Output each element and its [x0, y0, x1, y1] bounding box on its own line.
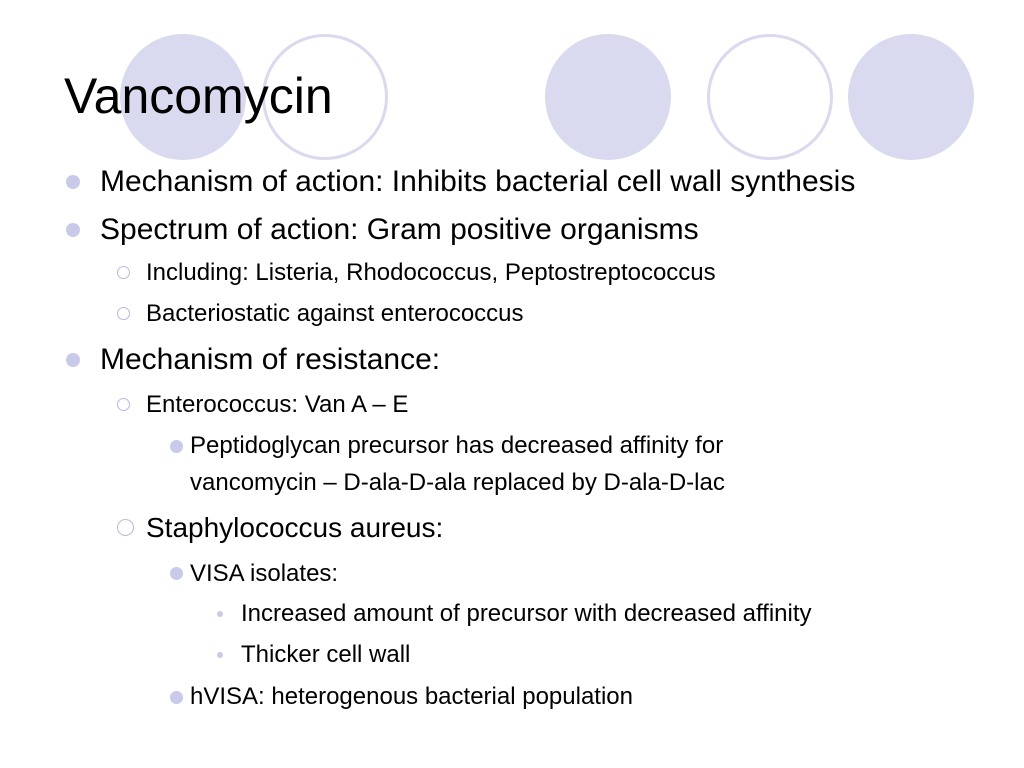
bullet-dot-icon	[217, 611, 223, 617]
bullet-text: hVISA: heterogenous bacterial population	[190, 683, 633, 710]
bullet-text: Mechanism of action: Inhibits bacterial cell wall synthesis	[100, 165, 856, 198]
bullet-text: Spectrum of action: Gram positive organisms	[100, 213, 699, 246]
bullet-text: Mechanism of resistance:	[100, 343, 441, 376]
bullet-text-continuation: vancomycin – D-ala-D-ala replaced by D-ala-D-lac	[190, 469, 725, 496]
bullet-dot-icon	[217, 652, 223, 658]
bullet-text: VISA isolates:	[190, 560, 339, 587]
bullet-filled-icon	[170, 691, 183, 704]
decorative-circle	[848, 34, 974, 160]
bullet-text: Enterococcus: Van A – E	[146, 391, 409, 418]
bullet-text: Thicker cell wall	[241, 641, 411, 668]
bullet-text: Including: Listeria, Rhodococcus, Peptostreptococcus	[146, 259, 716, 286]
slide-title: Vancomycin	[64, 68, 333, 124]
bullet-filled-icon	[170, 440, 183, 453]
bullet-text: Increased amount of precursor with decreased affinity	[241, 600, 812, 627]
bullet-ring-icon	[117, 307, 130, 320]
decorative-ring	[707, 34, 833, 160]
bullet-filled-icon	[66, 223, 80, 237]
bullet-filled-icon	[66, 353, 80, 367]
bullet-filled-icon	[170, 567, 183, 580]
bullet-text: Staphylococcus aureus:	[146, 512, 444, 543]
bullet-ring-icon	[117, 398, 130, 411]
decorative-circle	[545, 34, 671, 160]
bullet-filled-icon	[66, 175, 80, 189]
bullet-text: Peptidoglycan precursor has decreased affinity for	[190, 432, 724, 459]
bullet-ring-icon	[117, 266, 130, 279]
bullet-text: Bacteriostatic against enterococcus	[146, 300, 524, 327]
bullet-ring-icon	[117, 519, 134, 536]
